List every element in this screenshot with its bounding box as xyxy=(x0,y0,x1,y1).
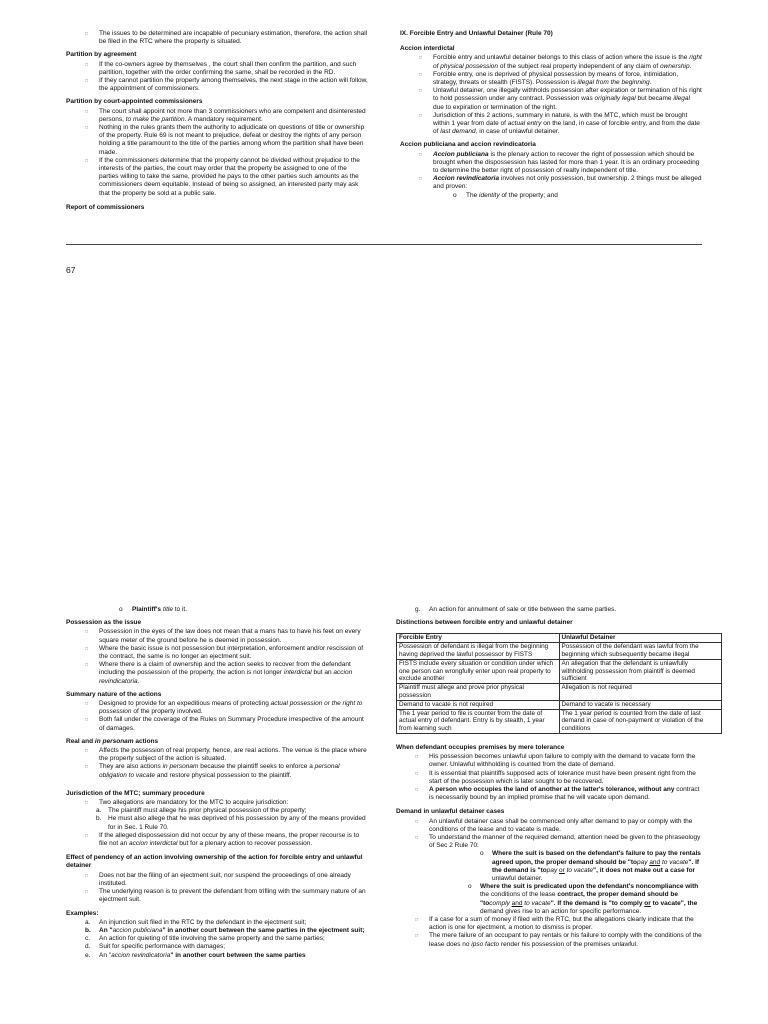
report-heading: Report of commissioners xyxy=(66,203,145,211)
publiciana-heading: Accion publiciana and accion revindicatoria xyxy=(400,141,536,149)
bottom-left-column xyxy=(66,606,368,960)
demand-sub-1: o Where the suit is based on the defendant's failure to pay the rentals agreed upon, the proper demand should be "topay and to vacate". If the demand is "topay or to vacate", it does not make out a case for unlawful detainer. xyxy=(480,850,701,883)
jurisdiction-bullet-1: □ Two allegations are mandatory for the MTC to acquire jurisdiction: xyxy=(66,799,368,807)
example-a: a. An injunction suit filed in the RTC by the defendant in the ejectment suit; xyxy=(85,918,307,926)
table-header-cell: Unlawful Detainer xyxy=(559,634,722,643)
possession-bullet-1: □ Possession in the eyes of the law does not mean that a mans has to have his feet on every square meter of the ground before he is deemed in possession. xyxy=(66,628,368,644)
court-appointed-bullet-3: □ If the commissioners determine that the property cannot be divided without prejudice to the interests of the parties, the court may order that the property be assigned to one of the parties willing to take the same, provided he pays to the other parties such amounts as the commissioners deem equitable. Instead of being so assigned, an interested party may ask that the property be sold at a public sale. xyxy=(66,157,368,198)
distinctions-table xyxy=(396,633,722,734)
pendency-bullet-1: □ Does not bar the filing of an ejectment suit, nor suspend the proceedings of one already instituted. xyxy=(66,872,368,888)
table-cell: FISTS include every situation or condition under which one person can wrongfully enter upon real property to exclude another xyxy=(397,659,560,683)
examples-heading: Examples: xyxy=(66,909,99,917)
demand-bullet-3: □ If a case for a sum of money if filed with the RTC, but the allegations clearly indicate that the action is one for ejectment, a motion to dismiss is proper. xyxy=(396,916,702,932)
example-e: e. An "accion revindicatoria" in another court between the same parties xyxy=(85,951,306,959)
table-cell: An allegation that the defendant is unlawfully withholding possession from plaintiff is deemed sufficient xyxy=(559,659,722,683)
interdictal-bullet-3: □ Unlawful detainer, one illegally withholds possession after expiration or termination of his right to hold possession under any contract. Possession was originally legal but became illegal due to expiration or termination of the right. xyxy=(400,87,702,112)
demand-heading: Demand in unlawful detainer cases xyxy=(396,808,505,816)
publiciana-sub-item: o The identity of the property; and xyxy=(453,191,558,199)
top-divider xyxy=(66,244,702,245)
table-row xyxy=(397,684,722,701)
demand-sub-2: o Where the suit is predicated upon the defendant's noncompliance with the conditions of the lease contract, the proper demand should be "tocomply and to vacate". If the demand is "to comply or to vacate", the demand gives rise to an action for specific performance. xyxy=(468,883,699,915)
table-row xyxy=(397,643,722,660)
jurisdiction-item-b: b. He must also allege that he was deprived of his possession by any of the means provided for in Sec. 1 Rule 70. xyxy=(96,815,366,831)
summary-bullet-1: □ Designed to provide for an expeditious means of protecting actual possession or the right to possession of the property involved. xyxy=(66,700,368,716)
table-header-row xyxy=(397,634,722,643)
demand-bullet-4: □ The mere failure of an occupant to pay rentals or his failure to comply with the conditions of the lease does no ipso facto render his possession of the premises unlawful. xyxy=(396,932,702,948)
jurisdiction-heading: Jurisdiction of the MTC; summary procedure xyxy=(66,789,205,797)
pendency-bullet-2: □ The underlying reason is to prevent the defendant from trifling with the summary nature of an ejectment suit. xyxy=(66,888,368,904)
tolerance-bullet-3: □ A person who occupies the land of another at the latter's tolerance, without any contract is necessarily bound by an implied promise that he will vacate upon demand. xyxy=(396,786,702,802)
table-row xyxy=(397,709,722,733)
table-header-cell: Forcible Entry xyxy=(397,634,560,643)
interdictal-bullet-2: □ Forcible entry, one is deprived of physical possession by means of force, intimidation, strategy, threats or stealth (FISTS). Possession is illegal from the beginning. xyxy=(400,71,702,87)
court-appointed-bullet-1: □ The court shall appoint not more than 3 commissioners who are competent and disinterested persons, to make the partition. A mandatory requirement. xyxy=(66,108,368,124)
table-row xyxy=(397,659,722,683)
possession-bullet-3: □ Where there is a claim of ownership and the action seeks to recover from the defendant including the possession of the property, the action is not longer interdictal but an accion revindicatoria. xyxy=(66,661,368,686)
tolerance-heading: When defendant occupies premises by mere tolerance xyxy=(396,743,565,751)
interdictal-bullet-1: □ Forcible entry and unlawful detainer belongs to this class of action where the issue is the right of physical possession of the subject real property independent of any claim of ownership. xyxy=(400,54,702,70)
real-personam-bullet-2: □ They are also actions in personam because the plaintiff seeks to enforce a personal obligation to vacate and restore physical possession to the plaintiff. xyxy=(66,763,368,779)
example-b: b. An "accion publiciana" in another court between the same parties in the ejectment suit; xyxy=(85,926,365,934)
top-left-column xyxy=(66,30,368,213)
tolerance-bullet-2: □ It is essential that plaintiffs supposed acts of tolerance must have been present right from the start of the possession which is later sought to be recovered. xyxy=(396,770,702,786)
table-cell: Demand to vacate is necessary xyxy=(559,700,722,709)
table-cell: The 1 year period is counted from the date of last demand in case of non-payment or violation of the conditions xyxy=(559,709,722,733)
table-cell: Possession of the defendant was lawful from the beginning which subsequently became illegal xyxy=(559,643,722,660)
distinctions-heading: Distinctions between forcible entry and unlawful detainer xyxy=(396,619,573,627)
partition-agreement-bullet-1: □ If the co-owners agree by themselves , the court shall then confirm the partition, and such partition, together with the order confirming the same, shall be recorded in the RD. xyxy=(66,61,368,77)
jurisdiction-bullet-2: □ If the alleged dispossession did not occur by any of these means, the proper recourse is to file not an accion interdictal but for a plenary action to recover possession. xyxy=(66,832,368,848)
example-c: c. An action for quieting of title involving the same property and the same parties; xyxy=(85,935,325,943)
table-cell: Demand to vacate is not required xyxy=(397,700,560,709)
table-cell: Allegation is not required xyxy=(559,684,722,701)
real-personam-bullet-1: □ Affects the possession of real property, hence, are real actions. The venue is the place where the property subject of the action is situated. xyxy=(66,747,368,763)
publiciana-bullet-2: □ Accion revindicatoria involves not only possession, but ownership. 2 things must be alleged and proven: xyxy=(400,175,702,191)
bottom-right-column xyxy=(396,606,702,949)
pendency-heading: Effect of pendency of an action involving ownership of the action for forcible entry and unlawful detainer xyxy=(66,854,363,870)
summary-bullet-2: □ Both fall under the coverage of the Rules on Summary Procedure irrespective of the amount of damages. xyxy=(66,716,368,732)
table-cell: Possession of defendant is illegal from the beginning having deprived the lawful possessor by FISTS xyxy=(397,643,560,660)
summary-nature-heading: Summary nature of the actions xyxy=(66,690,162,698)
possession-issue-heading: Possession as the issue xyxy=(66,619,142,627)
intro-bullet: □ The issues to be determined are incapable of pecuniary estimation, therefore, the action shall be filed in the RTC where the property is situated. xyxy=(66,30,368,46)
demand-bullet-1: □ An unlawful detainer case shall be commenced only after demand to pay or comply with the conditions of the lease and to vacate is made. xyxy=(396,818,702,834)
section-title: IX. Forcible Entry and Unlawful Detainer (Rule 70) xyxy=(400,30,553,37)
plaintiff-title-item: o Plaintiff's title to it. xyxy=(119,606,188,613)
partition-agreement-heading: Partition by agreement xyxy=(66,51,137,59)
court-appointed-bullet-2: □ Nothing in the rules grants them the authority to adjudicate on questions of title or ownership of the property. Rule 69 is not meant to prejudice, defeat or destroy the rights of any person holding a title paramount to the title of the parties among whom the partition shall have been made. xyxy=(66,124,368,157)
top-right-column xyxy=(400,30,702,200)
demand-bullet-2: □ To understand the manner of the required demand, attention need be given to the phraseology of Sec 2 Rule 70: xyxy=(396,834,702,850)
item-g: g. An action for annulment of sale or title between the same parties. xyxy=(415,606,617,613)
real-personam-heading: Real and in personam actions xyxy=(66,737,159,745)
interdictal-heading: Accion interdictal xyxy=(400,45,455,53)
table-cell: Plaintiff must allege and prove prior physical possession xyxy=(397,684,560,701)
publiciana-bullet-1: □ Accion publiciana is the plenary action to recover the right of possession which should be brought when the dispossession has lasted for more than 1 year. It is an ordinary proceeding to determine the better right of possession of realty independent of title. xyxy=(400,151,702,176)
example-d: d. Suit for specific performance with damages; xyxy=(85,943,226,951)
table-cell: The 1 year period to file is counter from the date of actual entry of defendant. Entry is by stealth, 1 year from learning such xyxy=(397,709,560,733)
interdictal-bullet-4: □ Jurisdiction of this 2 actions, summary in nature, is with the MTC, which must be brought within 1 year from date of actual entry on the land, in case of forcible entry, and from the date of last demand, in case of unlawful detainer. xyxy=(400,112,702,137)
possession-bullet-2: □ Where the basic issue is not possession but interpretation, enforcement and/or rescission of the contract, the same is no longer an ejectment suit. xyxy=(66,645,368,661)
jurisdiction-item-a: a. The plaintiff must allege his prior physical possession of the property; xyxy=(96,807,307,815)
table-row xyxy=(397,700,722,709)
court-appointed-heading: Partition by court-appointed commissioners xyxy=(66,98,203,106)
page-number: 67 xyxy=(66,265,76,275)
partition-agreement-bullet-2: □ If they cannot partition the property among themselves, the next stage in the action will follow, the appointment of commissioners. xyxy=(66,77,368,93)
tolerance-bullet-1: □ His possession becomes unlawful upon failure to comply with the demand to vacate form the owner. Unlawful withholding is counted from the date of demand. xyxy=(396,753,702,769)
